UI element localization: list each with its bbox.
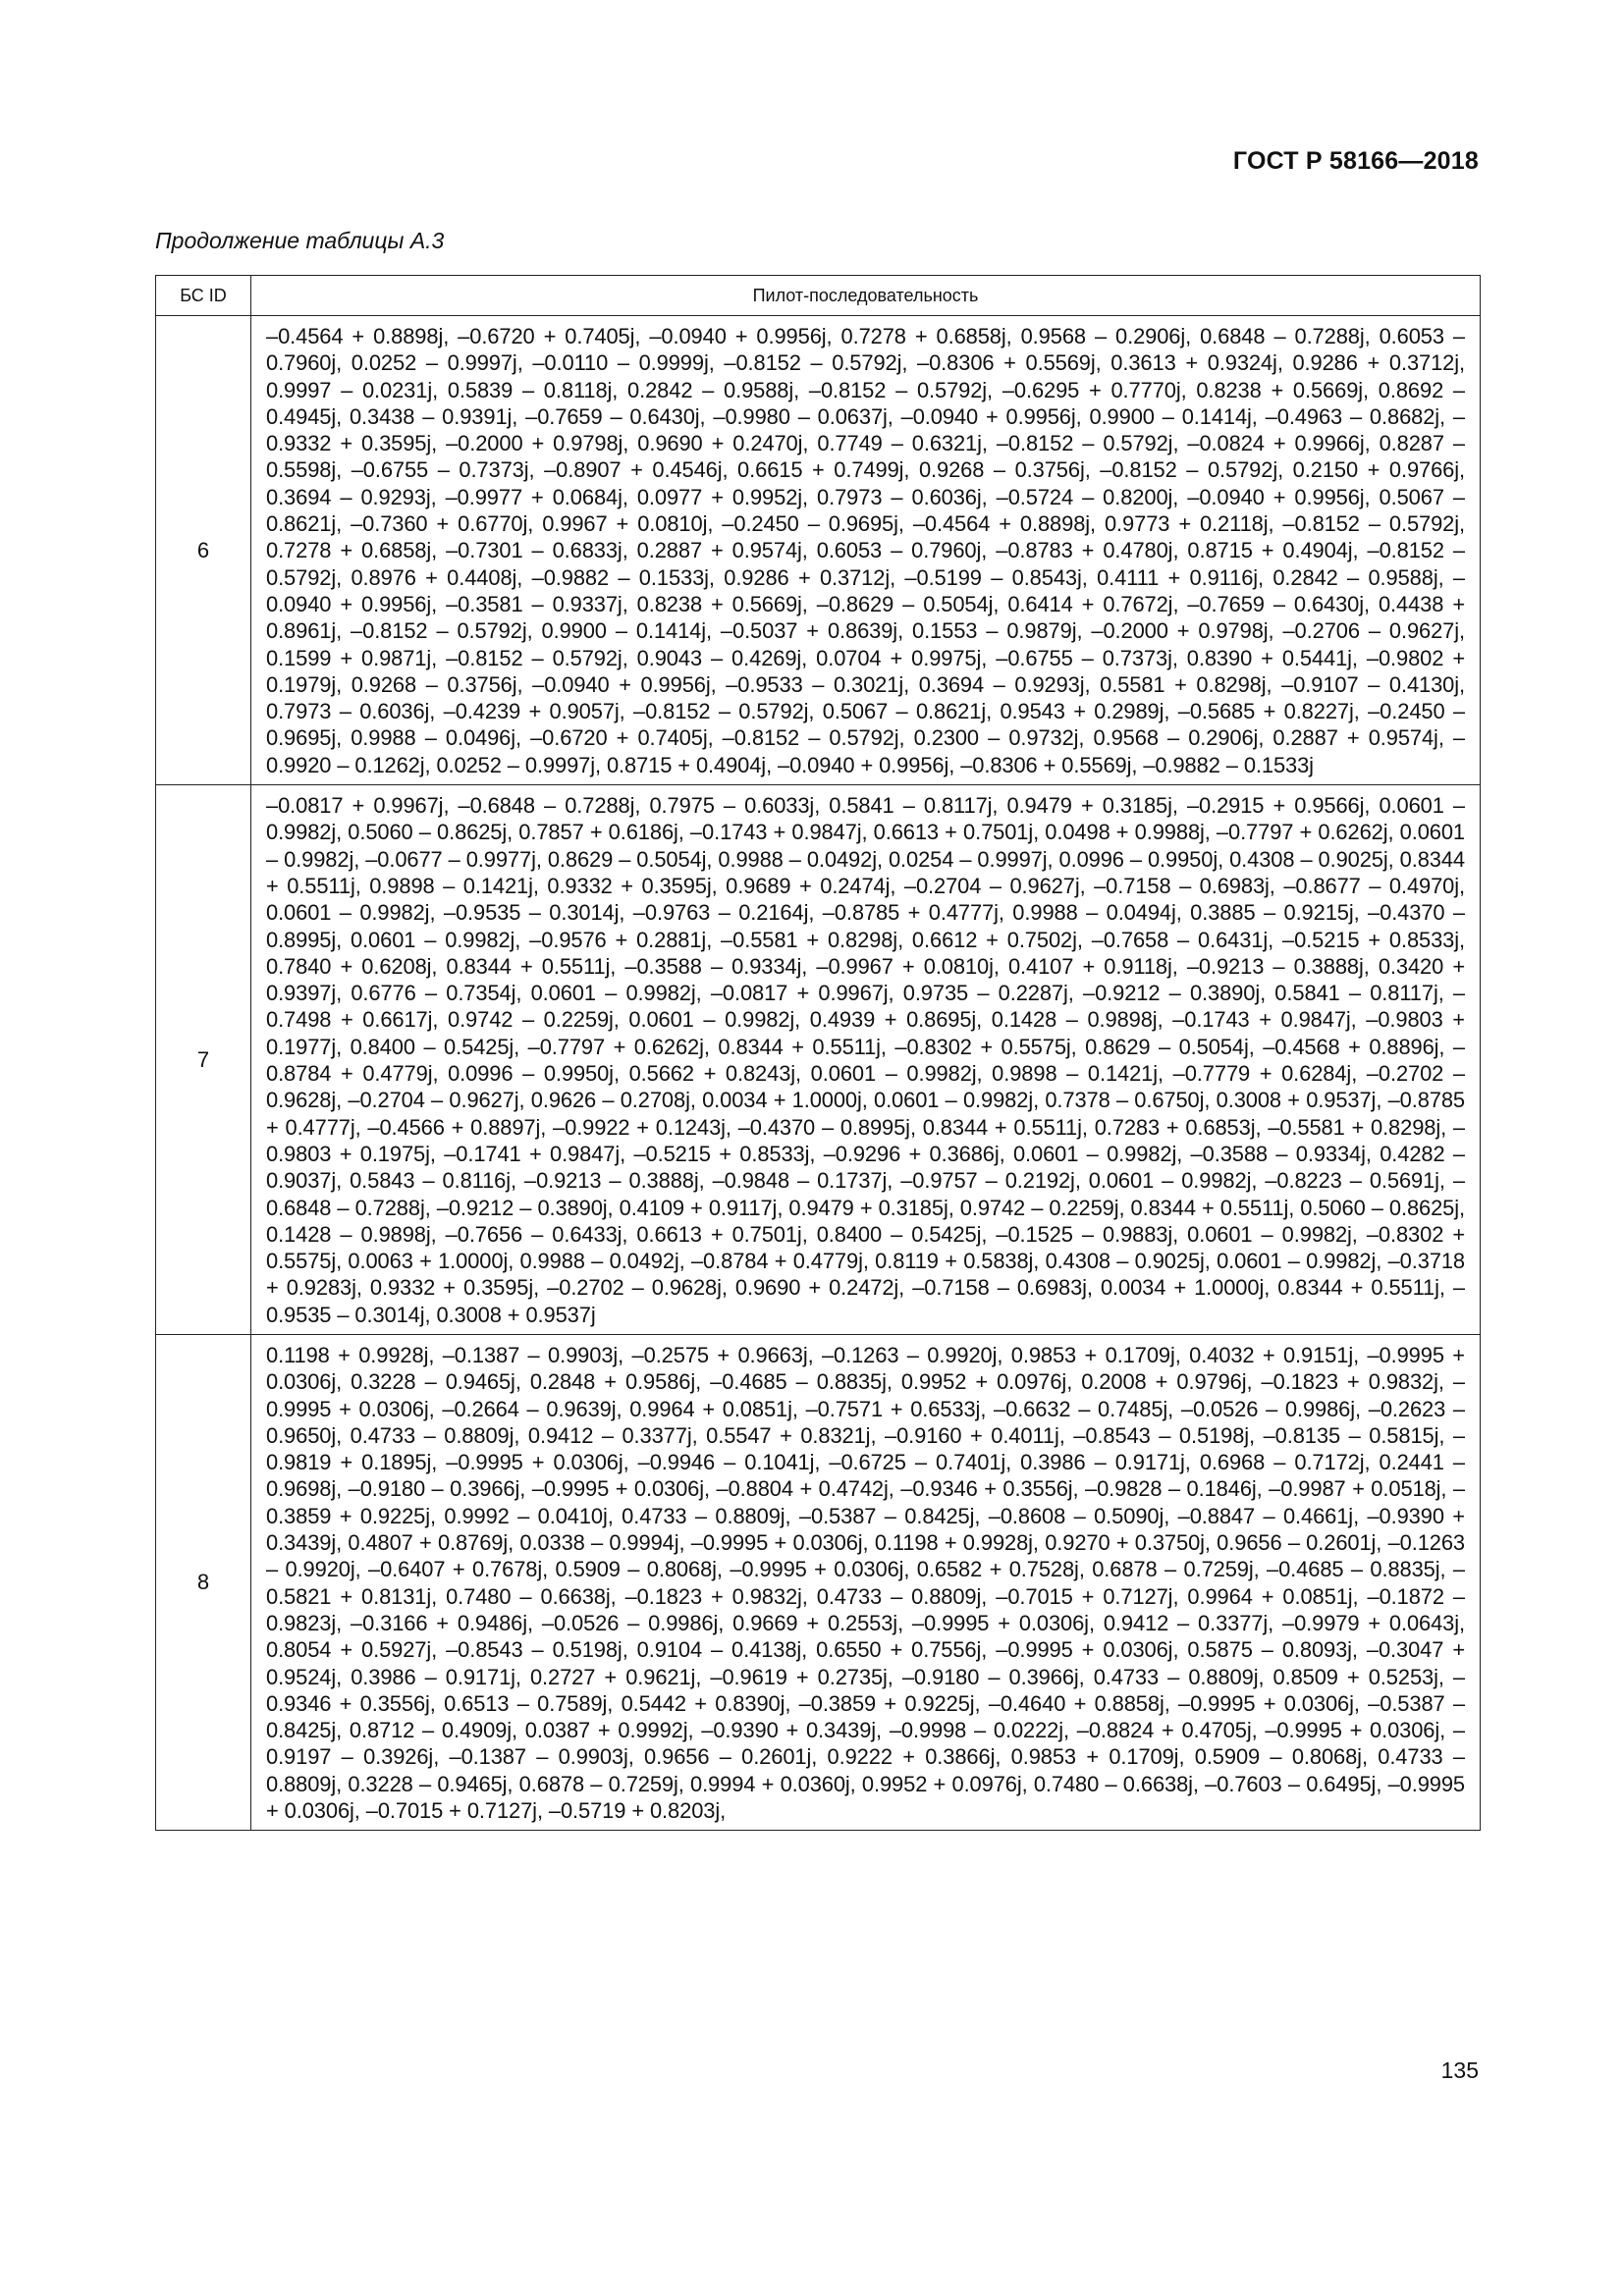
bs-id-cell: 8 <box>156 1334 251 1830</box>
table-row <box>156 316 1481 785</box>
table-row <box>156 1334 1481 1830</box>
table-header-row <box>156 276 1481 316</box>
bs-id-cell: 6 <box>156 316 251 785</box>
header-bs-id: БС ID <box>156 276 251 316</box>
document-code: ГОСТ Р 58166—2018 <box>1232 147 1479 175</box>
pilot-sequence-cell: –0.4564 + 0.8898j, –0.6720 + 0.7405j, –0.0940 + 0.9956j, 0.7278 + 0.6858j, 0.9568 – 0.2906j, 0.6848 – 0.7288j, 0.6053 – 0.7960j, 0.0252 – 0.9997j, –0.0110 – 0.9999j, –0.8152 – 0.5792j, –0.8306 + 0.5569j, 0.3613 + 0.9324j, 0.9286 + 0.3712j, 0.9997 – 0.0231j, 0.5839 – 0.8118j, 0.2842 – 0.9588j, –0.8152 – 0.5792j, –0.6295 + 0.7770j, 0.8238 + 0.5669j, 0.8692 – 0.4945j, 0.3438 – 0.9391j, –0.7659 – 0.6430j, –0.9980 – 0.0637j, –0.0940 + 0.9956j, 0.9900 – 0.1414j, –0.4963 – 0.8682j, –0.9332 + 0.3595j, –0.2000 + 0.9798j, 0.9690 + 0.2470j, 0.7749 – 0.6321j, –0.8152 – 0.5792j, –0.0824 + 0.9966j, 0.8287 – 0.5598j, –0.6755 – 0.7373j, –0.8907 + 0.4546j, 0.6615 + 0.7499j, 0.9268 – 0.3756j, –0.8152 – 0.5792j, 0.2150 + 0.9766j, 0.3694 – 0.9293j, –0.9977 + 0.0684j, 0.0977 + 0.9952j, 0.7973 – 0.6036j, –0.5724 – 0.8200j, –0.0940 + 0.9956j, 0.5067 – 0.8621j, –0.7360 + 0.6770j, 0.9967 + 0.0810j, –0.2450 – 0.9695j, –0.4564 + 0.8898j, 0.9773 + 0.2118j, –0.8152 – 0.5792j, 0.7278 + 0.6858j, –0.7301 – 0.6833j, 0.2887 + 0.9574j, 0.6053 – 0.7960j, –0.8783 + 0.4780j, 0.8715 + 0.4904j, –0.8152 – 0.5792j, 0.8976 + 0.4408j, –0.9882 – 0.1533j, 0.9286 + 0.3712j, –0.5199 – 0.8543j, 0.4111 + 0.9116j, 0.2842 – 0.9588j, –0.0940 + 0.9956j, –0.3581 – 0.9337j, 0.8238 + 0.5669j, –0.8629 – 0.5054j, 0.6414 + 0.7672j, –0.7659 – 0.6430j, 0.4438 + 0.8961j, –0.8152 – 0.5792j, 0.9900 – 0.1414j, –0.5037 + 0.8639j, 0.1553 – 0.9879j, –0.2000 + 0.9798j, –0.2706 – 0.9627j, 0.1599 + 0.9871j, –0.8152 – 0.5792j, 0.9043 – 0.4269j, 0.0704 + 0.9975j, –0.6755 – 0.7373j, 0.8390 + 0.5441j, –0.9802 + 0.1979j, 0.9268 – 0.3756j, –0.0940 + 0.9956j, –0.9533 – 0.3021j, 0.3694 – 0.9293j, 0.5581 + 0.8298j, –0.9107 – 0.4130j, 0.7973 – 0.6036j, –0.4239 + 0.9057j, –0.8152 – 0.5792j, 0.5067 – 0.8621j, 0.9543 + 0.2989j, –0.5685 + 0.8227j, –0.2450 – 0.9695j, 0.9988 – 0.0496j, –0.6720 + 0.7405j, –0.8152 – 0.5792j, 0.2300 – 0.9732j, 0.9568 – 0.2906j, 0.2887 + 0.9574j, –0.9920 – 0.1262j, 0.0252 – 0.9997j, 0.8715 + 0.4904j, –0.0940 + 0.9956j, –0.8306 + 0.5569j, –0.9882 – 0.1533j <box>251 316 1481 785</box>
pilot-sequence-cell: –0.0817 + 0.9967j, –0.6848 – 0.7288j, 0.7975 – 0.6033j, 0.5841 – 0.8117j, 0.9479 + 0.3185j, –0.2915 + 0.9566j, 0.0601 – 0.9982j, 0.5060 – 0.8625j, 0.7857 + 0.6186j, –0.1743 + 0.9847j, 0.6613 + 0.7501j, 0.0498 + 0.9988j, –0.7797 + 0.6262j, 0.0601 – 0.9982j, –0.0677 – 0.9977j, 0.8629 – 0.5054j, 0.9988 – 0.0492j, 0.0254 – 0.9997j, 0.0996 – 0.9950j, 0.4308 – 0.9025j, 0.8344 + 0.5511j, 0.9898 – 0.1421j, 0.9332 + 0.3595j, 0.9689 + 0.2474j, –0.2704 – 0.9627j, –0.7158 – 0.6983j, –0.8677 – 0.4970j, 0.0601 – 0.9982j, –0.9535 – 0.3014j, –0.9763 – 0.2164j, –0.8785 + 0.4777j, 0.9988 – 0.0494j, 0.3885 – 0.9215j, –0.4370 – 0.8995j, 0.0601 – 0.9982j, –0.9576 + 0.2881j, –0.5581 + 0.8298j, 0.6612 + 0.7502j, –0.7658 – 0.6431j, –0.5215 + 0.8533j, 0.7840 + 0.6208j, 0.8344 + 0.5511j, –0.3588 – 0.9334j, –0.9967 + 0.0810j, 0.4107 + 0.9118j, –0.9213 – 0.3888j, 0.3420 + 0.9397j, 0.6776 – 0.7354j, 0.0601 – 0.9982j, –0.0817 + 0.9967j, 0.9735 – 0.2287j, –0.9212 – 0.3890j, 0.5841 – 0.8117j, –0.7498 + 0.6617j, 0.9742 – 0.2259j, 0.0601 – 0.9982j, 0.4939 + 0.8695j, 0.1428 – 0.9898j, –0.1743 + 0.9847j, –0.9803 + 0.1977j, 0.8400 – 0.5425j, –0.7797 + 0.6262j, 0.8344 + 0.5511j, –0.8302 + 0.5575j, 0.8629 – 0.5054j, –0.4568 + 0.8896j, –0.8784 + 0.4779j, 0.0996 – 0.9950j, 0.5662 + 0.8243j, 0.0601 – 0.9982j, 0.9898 – 0.1421j, –0.7779 + 0.6284j, –0.2702 – 0.9628j, –0.2704 – 0.9627j, 0.9626 – 0.2708j, 0.0034 + 1.0000j, 0.0601 – 0.9982j, 0.7378 – 0.6750j, 0.3008 + 0.9537j, –0.8785 + 0.4777j, –0.4566 + 0.8897j, –0.9922 + 0.1243j, –0.4370 – 0.8995j, 0.8344 + 0.5511j, 0.7283 + 0.6853j, –0.5581 + 0.8298j, –0.9803 + 0.1975j, –0.1741 + 0.9847j, –0.5215 + 0.8533j, –0.9296 + 0.3686j, 0.0601 – 0.9982j, –0.3588 – 0.9334j, 0.4282 – 0.9037j, 0.5843 – 0.8116j, –0.9213 – 0.3888j, –0.9848 – 0.1737j, –0.9757 – 0.2192j, 0.0601 – 0.9982j, –0.8223 – 0.5691j, –0.6848 – 0.7288j, –0.9212 – 0.3890j, 0.4109 + 0.9117j, 0.9479 + 0.3185j, 0.9742 – 0.2259j, 0.8344 + 0.5511j, 0.5060 – 0.8625j, 0.1428 – 0.9898j, –0.7656 – 0.6433j, 0.6613 + 0.7501j, 0.8400 – 0.5425j, –0.1525 – 0.9883j, 0.0601 – 0.9982j, –0.8302 + 0.5575j, 0.0063 + 1.0000j, 0.9988 – 0.0492j, –0.8784 + 0.4779j, 0.8119 + 0.5838j, 0.4308 – 0.9025j, 0.0601 – 0.9982j, –0.3718 + 0.9283j, 0.9332 + 0.3595j, –0.2702 – 0.9628j, 0.9690 + 0.2472j, –0.7158 – 0.6983j, 0.0034 + 1.0000j, 0.8344 + 0.5511j, –0.9535 – 0.3014j, 0.3008 + 0.9537j <box>251 785 1481 1335</box>
page-number: 135 <box>1440 2057 1479 2083</box>
table-row <box>156 785 1481 1335</box>
table-caption: Продолжение таблицы А.3 <box>155 228 445 253</box>
pilot-sequence-cell: 0.1198 + 0.9928j, –0.1387 – 0.9903j, –0.2575 + 0.9663j, –0.1263 – 0.9920j, 0.9853 + 0.1709j, 0.4032 + 0.9151j, –0.9995 + 0.0306j, 0.3228 – 0.9465j, 0.2848 + 0.9586j, –0.4685 – 0.8835j, 0.9952 + 0.0976j, 0.2008 + 0.9796j, –0.1823 + 0.9832j, –0.9995 + 0.0306j, –0.2664 – 0.9639j, 0.9964 + 0.0851j, –0.7571 + 0.6533j, –0.6632 – 0.7485j, –0.0526 – 0.9986j, –0.2623 – 0.9650j, 0.4733 – 0.8809j, 0.9412 – 0.3377j, 0.5547 + 0.8321j, –0.9160 + 0.4011j, –0.8543 – 0.5198j, –0.8135 – 0.5815j, –0.9819 + 0.1895j, –0.9995 + 0.0306j, –0.9946 – 0.1041j, –0.6725 – 0.7401j, 0.3986 – 0.9171j, 0.6968 – 0.7172j, 0.2441 – 0.9698j, –0.9180 – 0.3966j, –0.9995 + 0.0306j, –0.8804 + 0.4742j, –0.9346 + 0.3556j, –0.9828 – 0.1846j, –0.9987 + 0.0518j, –0.3859 + 0.9225j, 0.9992 – 0.0410j, 0.4733 – 0.8809j, –0.5387 – 0.8425j, –0.8608 – 0.5090j, –0.8847 – 0.4661j, –0.9390 + 0.3439j, 0.4807 + 0.8769j, 0.0338 – 0.9994j, –0.9995 + 0.0306j, 0.1198 + 0.9928j, 0.9270 + 0.3750j, 0.9656 – 0.2601j, –0.1263 – 0.9920j, –0.6407 + 0.7678j, 0.5909 – 0.8068j, –0.9995 + 0.0306j, 0.6582 + 0.7528j, 0.6878 – 0.7259j, –0.4685 – 0.8835j, –0.5821 + 0.8131j, 0.7480 – 0.6638j, –0.1823 + 0.9832j, 0.4733 – 0.8809j, –0.7015 + 0.7127j, 0.9964 + 0.0851j, –0.1872 – 0.9823j, –0.3166 + 0.9486j, –0.0526 – 0.9986j, 0.9669 + 0.2553j, –0.9995 + 0.0306j, 0.9412 – 0.3377j, –0.9979 + 0.0643j, 0.8054 + 0.5927j, –0.8543 – 0.5198j, 0.9104 – 0.4138j, 0.6550 + 0.7556j, –0.9995 + 0.0306j, 0.5875 – 0.8093j, –0.3047 + 0.9524j, 0.3986 – 0.9171j, 0.2727 + 0.9621j, –0.9619 + 0.2735j, –0.9180 – 0.3966j, 0.4733 – 0.8809j, 0.8509 + 0.5253j, –0.9346 + 0.3556j, 0.6513 – 0.7589j, 0.5442 + 0.8390j, –0.3859 + 0.9225j, –0.4640 + 0.8858j, –0.9995 + 0.0306j, –0.5387 – 0.8425j, 0.8712 – 0.4909j, 0.0387 + 0.9992j, –0.9390 + 0.3439j, –0.9998 – 0.0222j, –0.8824 + 0.4705j, –0.9995 + 0.0306j, –0.9197 – 0.3926j, –0.1387 – 0.9903j, 0.9656 – 0.2601j, 0.9222 + 0.3866j, 0.9853 + 0.1709j, 0.5909 – 0.8068j, 0.4733 – 0.8809j, 0.3228 – 0.9465j, 0.6878 – 0.7259j, 0.9994 + 0.0360j, 0.9952 + 0.0976j, 0.7480 – 0.6638j, –0.7603 – 0.6495j, –0.9995 + 0.0306j, –0.7015 + 0.7127j, –0.5719 + 0.8203j, <box>251 1334 1481 1830</box>
bs-id-cell: 7 <box>156 785 251 1335</box>
header-pilot-sequence: Пилот-последовательность <box>251 276 1481 316</box>
pilot-sequence-table <box>155 275 1481 1831</box>
